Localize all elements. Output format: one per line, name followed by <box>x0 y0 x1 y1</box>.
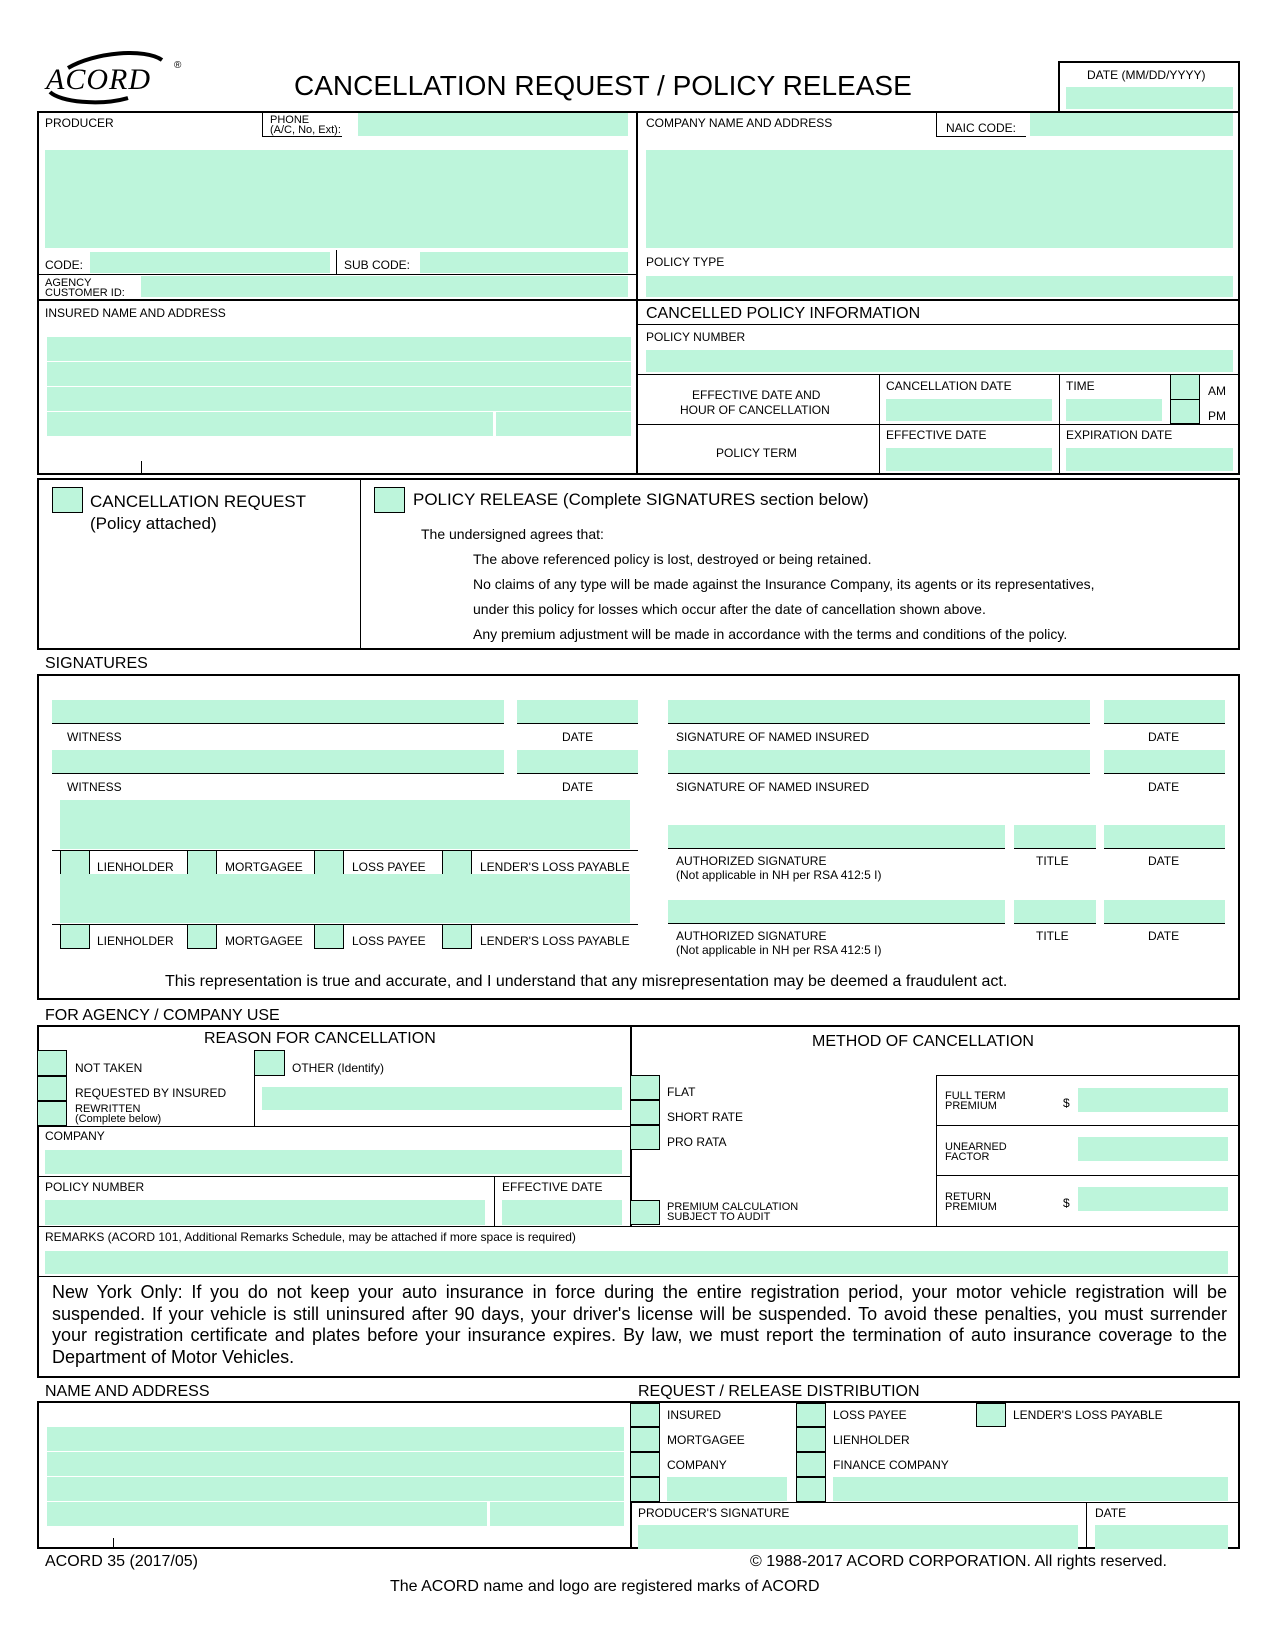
party-2-loss-payee-checkbox[interactable] <box>314 924 344 949</box>
expiration-date-label: EXPIRATION DATE <box>1066 428 1173 442</box>
party-2-mortgagee-label: MORTGAGEE <box>225 934 303 948</box>
producer-signature-date-label: DATE <box>1095 1506 1127 1520</box>
distribution-name-line-2-input[interactable] <box>47 1452 624 1476</box>
effective-hour-label-2: HOUR OF CANCELLATION <box>680 403 830 417</box>
short-rate-checkbox[interactable] <box>630 1100 660 1125</box>
producer-signature-label: PRODUCER'S SIGNATURE <box>638 1506 790 1520</box>
dist-loss-payee-label: LOSS PAYEE <box>833 1408 907 1422</box>
producer-signature-date-input[interactable] <box>1095 1525 1228 1549</box>
policy-release-label: POLICY RELEASE (Complete SIGNATURES section below) <box>413 490 869 509</box>
not-taken-checkbox[interactable] <box>37 1050 67 1076</box>
name-address-heading: NAME AND ADDRESS <box>45 1383 210 1400</box>
rewritten-effective-date-input[interactable] <box>502 1200 622 1225</box>
policy-type-input[interactable] <box>646 276 1233 297</box>
term-effective-date-label: EFFECTIVE DATE <box>886 428 987 442</box>
undersigned-agrees-text: The undersigned agrees that: <box>421 526 604 542</box>
party-2-loss-payee-label: LOSS PAYEE <box>352 934 426 948</box>
party-2-mortgagee-checkbox[interactable] <box>187 924 217 949</box>
insured-line-3-input[interactable] <box>47 387 631 411</box>
party-2-lienholder-label: LIENHOLDER <box>97 934 174 948</box>
cancellation-request-label: CANCELLATION REQUEST <box>90 492 307 511</box>
party-1-lenders-loss-payable-label: LENDER'S LOSS PAYABLE <box>480 860 630 874</box>
agreement-line-3: under this policy for losses which occur after the date of cancellation shown above. <box>473 601 986 617</box>
authorized-title-2-input[interactable] <box>1014 900 1096 924</box>
producer-label: PRODUCER <box>45 116 114 130</box>
agreement-line-1: The above referenced policy is lost, destroyed or being retained. <box>473 551 872 567</box>
copyright: © 1988-2017 ACORD CORPORATION. All rights reserved. <box>750 1553 1167 1570</box>
authorized-note-1: (Not applicable in NH per RSA 412:5 I) <box>676 868 882 882</box>
producer-name-address-input[interactable] <box>45 150 628 248</box>
cancellation-date-input[interactable] <box>886 399 1052 421</box>
authorized-signature-2-input[interactable] <box>668 900 1005 924</box>
rewritten-policy-number-input[interactable] <box>45 1200 485 1225</box>
dist-company-label: COMPANY <box>667 1458 727 1472</box>
rewritten-company-input[interactable] <box>45 1150 622 1174</box>
distribution-name-line-1-input[interactable] <box>47 1427 624 1451</box>
attestation-text: This representation is true and accurate, and I understand that any misrepresentation may be deemed a fraudulent act. <box>165 973 1008 990</box>
authorized-signature-1-input[interactable] <box>668 825 1005 849</box>
dist-lenders-loss-payable-label: LENDER'S LOSS PAYABLE <box>1013 1408 1163 1422</box>
witness-1-date-label: DATE <box>562 730 594 744</box>
logo-text: ACORD <box>46 63 151 96</box>
premium-calculation-checkbox[interactable] <box>630 1200 660 1225</box>
dist-lienholder-label: LIENHOLDER <box>833 1433 910 1447</box>
rewritten-policy-number-label: POLICY NUMBER <box>45 1180 145 1194</box>
form-id: ACORD 35 (2017/05) <box>45 1553 198 1570</box>
agency-customer-id-input[interactable] <box>141 276 628 297</box>
code-label: CODE: <box>45 258 84 272</box>
witness-2-date-label: DATE <box>562 780 594 794</box>
distribution-city-input[interactable] <box>47 1502 487 1526</box>
dist-other-1-input[interactable] <box>667 1477 787 1501</box>
cancelled-policy-heading: CANCELLED POLICY INFORMATION <box>646 305 921 322</box>
authorized-title-2-label: TITLE <box>1036 929 1069 943</box>
naic-code-input[interactable] <box>1030 113 1233 136</box>
distribution-heading: REQUEST / RELEASE DISTRIBUTION <box>638 1383 920 1400</box>
insured-line-2-input[interactable] <box>47 362 631 386</box>
witness-1-label: WITNESS <box>67 730 122 744</box>
witness-2-label: WITNESS <box>67 780 122 794</box>
unearned-factor-label: UNEARNED FACTOR <box>945 1141 1007 1164</box>
witness-1-date-input[interactable] <box>517 700 638 724</box>
reason-heading: REASON FOR CANCELLATION <box>204 1030 436 1047</box>
party-1-lienholder-checkbox[interactable] <box>60 850 90 875</box>
form-date-input[interactable] <box>1066 87 1233 109</box>
named-insured-2-label: SIGNATURE OF NAMED INSURED <box>676 780 870 794</box>
authorized-title-1-input[interactable] <box>1014 825 1096 849</box>
unearned-factor-input[interactable] <box>1078 1137 1228 1161</box>
policy-type-label: POLICY TYPE <box>646 255 725 269</box>
premium-calculation-label: PREMIUM CALCULATION SUBJECT TO AUDIT <box>667 1201 799 1224</box>
named-insured-2-date-input[interactable] <box>1104 750 1225 774</box>
dist-mortgagee-checkbox[interactable] <box>630 1427 660 1452</box>
witness-1-input[interactable] <box>52 700 504 724</box>
remarks-label: REMARKS (ACORD 101, Additional Remarks Schedule, may be attached if more space is required) <box>45 1230 576 1244</box>
witness-2-input[interactable] <box>52 750 504 774</box>
pro-rata-label: PRO RATA <box>667 1135 727 1149</box>
party-2-lienholder-checkbox[interactable] <box>60 924 90 949</box>
remarks-input[interactable] <box>45 1251 1228 1274</box>
dist-company-checkbox[interactable] <box>630 1452 660 1477</box>
policy-number-input[interactable] <box>646 350 1233 372</box>
rewritten-label: REWRITTEN (Complete below) <box>75 1103 162 1126</box>
policy-term-label: POLICY TERM <box>716 446 797 460</box>
other-checkbox[interactable] <box>254 1050 285 1076</box>
trademark-notice: The ACORD name and logo are registered marks of ACORD <box>390 1578 820 1595</box>
dist-other-2-checkbox[interactable] <box>796 1477 826 1502</box>
effective-hour-label-1: EFFECTIVE DATE AND <box>692 388 821 402</box>
agreement-line-4: Any premium adjustment will be made in accordance with the terms and conditions of the policy. <box>473 626 1068 642</box>
pro-rata-checkbox[interactable] <box>630 1125 660 1150</box>
pm-checkbox[interactable] <box>1170 400 1200 424</box>
authorized-date-1-input[interactable] <box>1104 825 1225 849</box>
page-title: CANCELLATION REQUEST / POLICY RELEASE <box>294 70 912 101</box>
term-effective-date-input[interactable] <box>886 448 1052 471</box>
time-label: TIME <box>1066 379 1095 393</box>
dist-lienholder-checkbox[interactable] <box>796 1427 826 1452</box>
code-input[interactable] <box>90 252 330 273</box>
named-insured-2-signature-input[interactable] <box>668 750 1090 774</box>
company-name-address-input[interactable] <box>646 150 1233 248</box>
policy-attached-label: (Policy attached) <box>90 514 217 533</box>
party-1-mortgagee-checkbox[interactable] <box>187 850 217 875</box>
agreement-line-2: No claims of any type will be made against the Insurance Company, its agents or its representatives, <box>473 576 1095 592</box>
flat-label: FLAT <box>667 1085 696 1099</box>
signatures-heading: SIGNATURES <box>45 655 148 672</box>
return-premium-currency: $ <box>1063 1196 1070 1210</box>
expiration-date-input[interactable] <box>1066 448 1233 471</box>
flat-checkbox[interactable] <box>630 1075 660 1100</box>
full-term-currency: $ <box>1063 1096 1070 1110</box>
requested-by-insured-checkbox[interactable] <box>37 1076 67 1101</box>
phone-label: PHONE (A/C, No, Ext): <box>270 114 341 137</box>
other-label: OTHER (Identify) <box>292 1061 385 1075</box>
named-insured-1-date-label: DATE <box>1148 730 1180 744</box>
party-1-loss-payee-label: LOSS PAYEE <box>352 860 426 874</box>
insured-name-address-label: INSURED NAME AND ADDRESS <box>45 306 226 320</box>
agency-customer-id-label: AGENCY CUSTOMER ID: <box>45 277 125 300</box>
am-label: AM <box>1208 384 1226 398</box>
named-insured-2-date-label: DATE <box>1148 780 1180 794</box>
authorized-date-1-label: DATE <box>1148 854 1180 868</box>
dist-finance-company-checkbox[interactable] <box>796 1452 826 1477</box>
dist-loss-payee-checkbox[interactable] <box>796 1403 826 1427</box>
authorized-signature-1-label: AUTHORIZED SIGNATURE <box>676 854 827 868</box>
named-insured-1-label: SIGNATURE OF NAMED INSURED <box>676 730 870 744</box>
method-heading: METHOD OF CANCELLATION <box>812 1033 1034 1050</box>
full-term-premium-label: FULL TERM PREMIUM <box>945 1090 1006 1113</box>
dist-mortgagee-label: MORTGAGEE <box>667 1433 745 1447</box>
insured-line-1-input[interactable] <box>47 337 631 361</box>
date-label: DATE (MM/DD/YYYY) <box>1087 68 1206 82</box>
policy-number-label: POLICY NUMBER <box>646 330 746 344</box>
naic-code-label: NAIC CODE: <box>946 121 1017 135</box>
other-reason-input[interactable] <box>262 1087 622 1110</box>
insured-city-input[interactable] <box>47 412 493 436</box>
company-name-address-label: COMPANY NAME AND ADDRESS <box>646 116 833 130</box>
authorized-title-1-label: TITLE <box>1036 854 1069 868</box>
authorized-date-2-label: DATE <box>1148 929 1180 943</box>
party-1-name-input[interactable] <box>60 800 630 849</box>
return-premium-label: RETURN PREMIUM <box>945 1191 997 1214</box>
short-rate-label: SHORT RATE <box>667 1110 744 1124</box>
dist-other-1-checkbox[interactable] <box>630 1477 660 1502</box>
party-2-name-input[interactable] <box>60 874 630 923</box>
cancellation-date-label: CANCELLATION DATE <box>886 379 1012 393</box>
full-term-premium-input[interactable] <box>1078 1088 1228 1112</box>
party-1-loss-payee-checkbox[interactable] <box>314 850 344 875</box>
sub-code-label: SUB CODE: <box>344 258 411 272</box>
authorized-note-2: (Not applicable in NH per RSA 412:5 I) <box>676 943 882 957</box>
policy-release-checkbox[interactable] <box>374 487 405 513</box>
party-2-lenders-loss-payable-label: LENDER'S LOSS PAYABLE <box>480 934 630 948</box>
witness-2-date-input[interactable] <box>517 750 638 774</box>
requested-by-insured-label: REQUESTED BY INSURED <box>75 1086 227 1100</box>
party-2-lenders-loss-payable-checkbox[interactable] <box>442 924 472 949</box>
dist-insured-label: INSURED <box>667 1408 722 1422</box>
rewritten-effective-date-label: EFFECTIVE DATE <box>502 1180 603 1194</box>
logo-registered-mark: ® <box>174 60 182 71</box>
authorized-signature-2-label: AUTHORIZED SIGNATURE <box>676 929 827 943</box>
agency-use-heading: FOR AGENCY / COMPANY USE <box>45 1007 280 1024</box>
dist-finance-company-label: FINANCE COMPANY <box>833 1458 949 1472</box>
return-premium-input[interactable] <box>1078 1187 1228 1211</box>
producer-signature-input[interactable] <box>638 1525 1078 1549</box>
distribution-state-zip-input[interactable] <box>490 1502 624 1526</box>
dist-other-2-input[interactable] <box>833 1477 1228 1501</box>
not-taken-label: NOT TAKEN <box>75 1061 143 1075</box>
cancellation-request-checkbox[interactable] <box>52 487 83 513</box>
new-york-notice: New York Only: If you do not keep your auto insurance in force during the entire registration period, your motor vehicle registration will be suspended. If your vehicle is still uninsured after 90 days, your driver's license will be suspended. To avoid these penalties, you must surrender your registration certificate and plates before your insurance expires. By law, we must report the termination of auto insurance coverage to the Department of Motor Vehicles. <box>52 1282 1227 1367</box>
rewritten-checkbox[interactable] <box>37 1101 67 1126</box>
named-insured-1-signature-input[interactable] <box>668 700 1090 724</box>
producer-phone-input[interactable] <box>358 113 628 136</box>
sub-code-input[interactable] <box>420 252 628 273</box>
distribution-name-line-3-input[interactable] <box>47 1477 624 1501</box>
dist-insured-checkbox[interactable] <box>630 1403 660 1427</box>
rewritten-company-label: COMPANY <box>45 1129 105 1143</box>
pm-label: PM <box>1208 409 1226 423</box>
party-1-lenders-loss-payable-checkbox[interactable] <box>442 850 472 875</box>
party-1-mortgagee-label: MORTGAGEE <box>225 860 303 874</box>
insured-state-zip-input[interactable] <box>496 412 631 436</box>
am-checkbox[interactable] <box>1170 375 1200 400</box>
cancellation-time-input[interactable] <box>1066 399 1162 421</box>
named-insured-1-date-input[interactable] <box>1104 700 1225 724</box>
party-1-lienholder-label: LIENHOLDER <box>97 860 174 874</box>
authorized-date-2-input[interactable] <box>1104 900 1225 924</box>
dist-lenders-loss-payable-checkbox[interactable] <box>976 1403 1006 1427</box>
